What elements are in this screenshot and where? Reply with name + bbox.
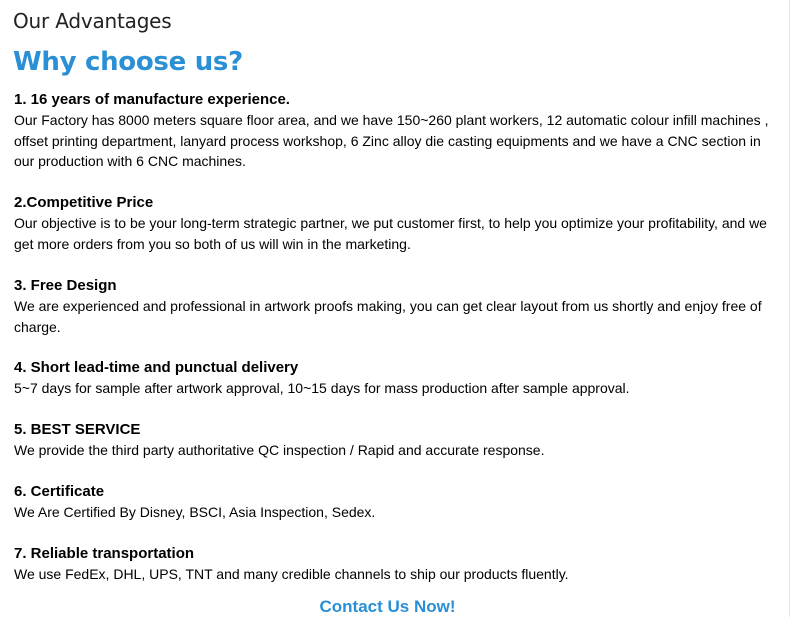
advantage-title: 4. Short lead-time and punctual delivery xyxy=(14,359,299,376)
right-divider xyxy=(789,0,790,617)
page-headline: Why choose us? xyxy=(13,47,243,77)
section-header xyxy=(0,0,790,40)
advantage-title: 1. 16 years of manufacture experience. xyxy=(14,91,290,108)
contact-us-link[interactable]: Contact Us Now! xyxy=(319,597,456,616)
advantage-description: We are experienced and professional in artwork proofs making, you can get clear layout from us shortly and enjoy free of charge. xyxy=(14,298,762,335)
advantage-item-delivery xyxy=(14,358,784,399)
advantage-description: We Are Certified By Disney, BSCI, Asia Inspection, Sedex. xyxy=(14,504,376,520)
advantage-title: 7. Reliable transportation xyxy=(14,545,195,562)
advantage-title: 6. Certificate xyxy=(14,483,105,500)
section-header-title: Our Advantages xyxy=(13,9,172,33)
advantage-title: 2.Competitive Price xyxy=(14,194,154,211)
advantage-item-experience xyxy=(14,90,784,172)
advantage-item-design xyxy=(14,276,784,337)
advantage-item-transportation xyxy=(14,544,784,585)
advantage-title: 5. BEST SERVICE xyxy=(14,421,141,438)
advantage-title: 3. Free Design xyxy=(14,277,117,294)
advantage-description: We use FedEx, DHL, UPS, TNT and many credible channels to ship our products fluently. xyxy=(14,566,569,582)
advantage-item-service xyxy=(14,420,784,461)
advantage-item-certificate xyxy=(14,482,784,523)
advantage-description: Our objective is to be your long-term strategic partner, we put customer first, to help you optimize your profitability, and we get more orders from you so both of us will win in the marketing. xyxy=(14,215,767,252)
advantage-description: We provide the third party authoritative QC inspection / Rapid and accurate response. xyxy=(14,442,545,458)
advantage-description: 5~7 days for sample after artwork approval, 10~15 days for mass production after sample approval. xyxy=(14,380,630,396)
advantage-description: Our Factory has 8000 meters square floor area, and we have 150~260 plant workers, 12 automatic colour infill machines , offset printing department, lanyard process workshop, 6 Zinc alloy die casting equipments and we have a CNC section in our production with 6 CNC machines. xyxy=(14,112,769,169)
advantage-item-price xyxy=(14,193,784,254)
